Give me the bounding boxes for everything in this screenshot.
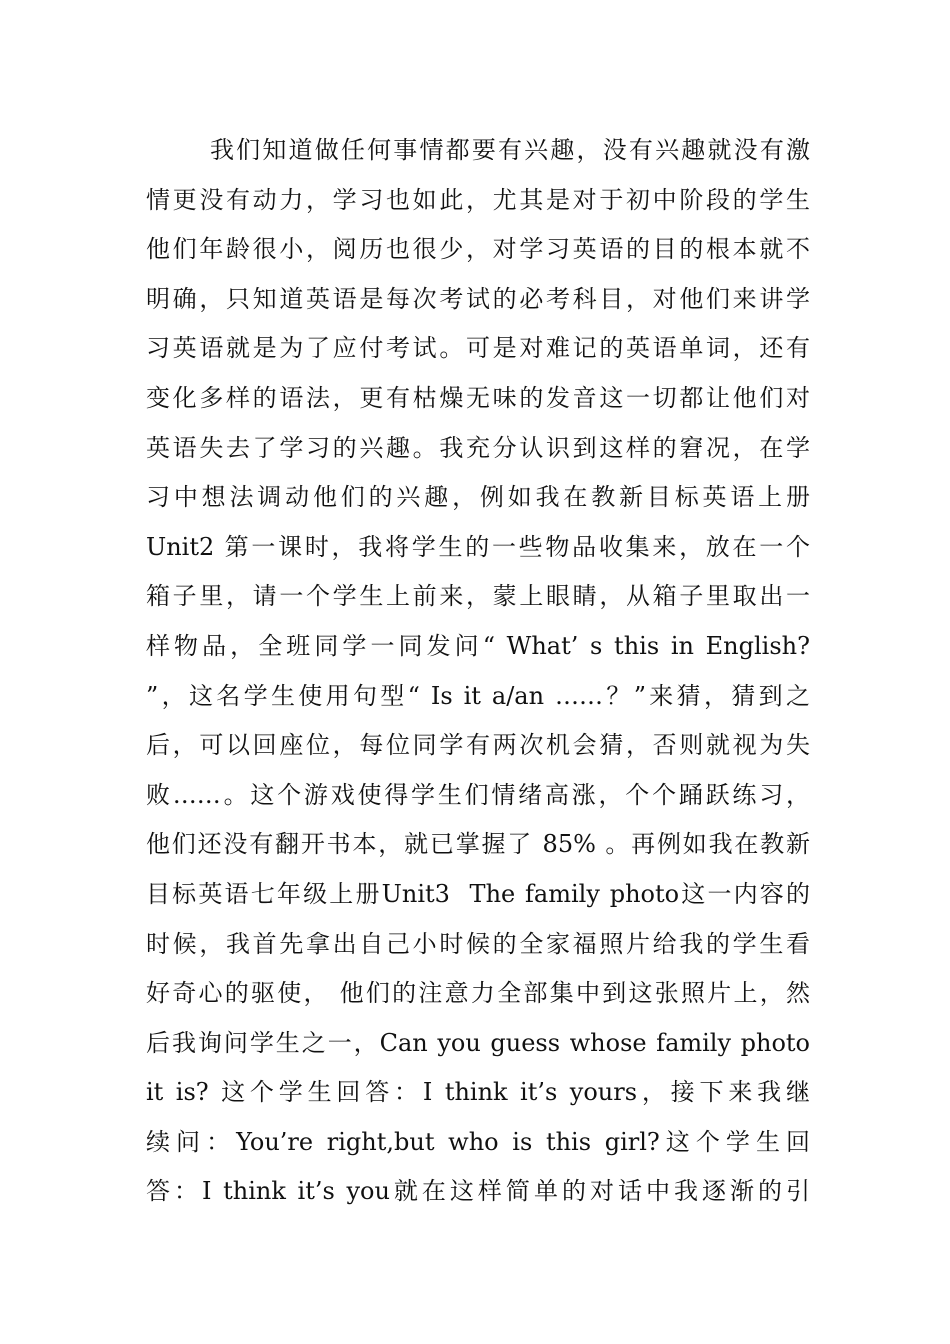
- paragraph-line: 他们还没有翻开书本，就已掌握了 85% 。再例如我在教新: [146, 830, 810, 859]
- paragraph-line: 答：I think it’s you就在这样简单的对话中我逐渐的引: [146, 1177, 810, 1206]
- paragraph-line: 习英语就是为了应付考试。可是对难记的英语单词，还有: [146, 334, 810, 363]
- paragraph-line: 续问：You’re right,but who is this girl?这个学生回: [146, 1127, 810, 1156]
- body-paragraph: [146, 126, 810, 1217]
- paragraph-line: 我们知道做任何事情都要有兴趣，没有兴趣就没有激: [210, 136, 810, 164]
- paragraph-line: it is? 这个学生回答：I think it’s yours，接下来我继: [146, 1078, 810, 1107]
- paragraph-line: 情更没有动力，学习也如此，尤其是对于初中阶段的学生: [146, 185, 810, 214]
- paragraph-line: 败……。这个游戏使得学生们情绪高涨，个个踊跃练习，: [146, 780, 810, 809]
- paragraph-line: 习中想法调动他们的兴趣，例如我在教新目标英语上册: [146, 483, 810, 512]
- paragraph-line: 目标英语七年级上册Unit3 The family photo这一内容的: [146, 879, 810, 908]
- paragraph-line: 箱子里，请一个学生上前来，蒙上眼睛，从箱子里取出一: [146, 582, 810, 611]
- paragraph-line: 后，可以回座位，每位同学有两次机会猜，否则就视为失: [146, 731, 810, 760]
- paragraph-line: 时候，我首先拿出自己小时候的全家福照片给我的学生看: [146, 929, 810, 958]
- paragraph-line: 他们年龄很小，阅历也很少，对学习英语的目的根本就不: [146, 235, 810, 264]
- paragraph-line: ”，这名学生使用句型“ Is it a/an ……？”来猜，猜到之: [146, 681, 810, 710]
- paragraph-line: 样物品，全班同学一同发问“ What’ s this in English?: [146, 631, 810, 660]
- paragraph-line: 后我询问学生之一，Can you guess whose family photo: [146, 1028, 810, 1057]
- paragraph-line: 英语失去了学习的兴趣。我充分认识到这样的窘况，在学: [146, 433, 810, 462]
- paragraph-line: 明确，只知道英语是每次考试的必考科目，对他们来讲学: [146, 284, 810, 313]
- paragraph-line: Unit2 第一课时，我将学生的一些物品收集来，放在一个: [146, 532, 810, 561]
- paragraph-line: 变化多样的语法，更有枯燥无味的发音这一切都让他们对: [146, 383, 810, 412]
- paragraph-line: 好奇心的驱使， 他们的注意力全部集中到这张照片上，然: [146, 979, 810, 1008]
